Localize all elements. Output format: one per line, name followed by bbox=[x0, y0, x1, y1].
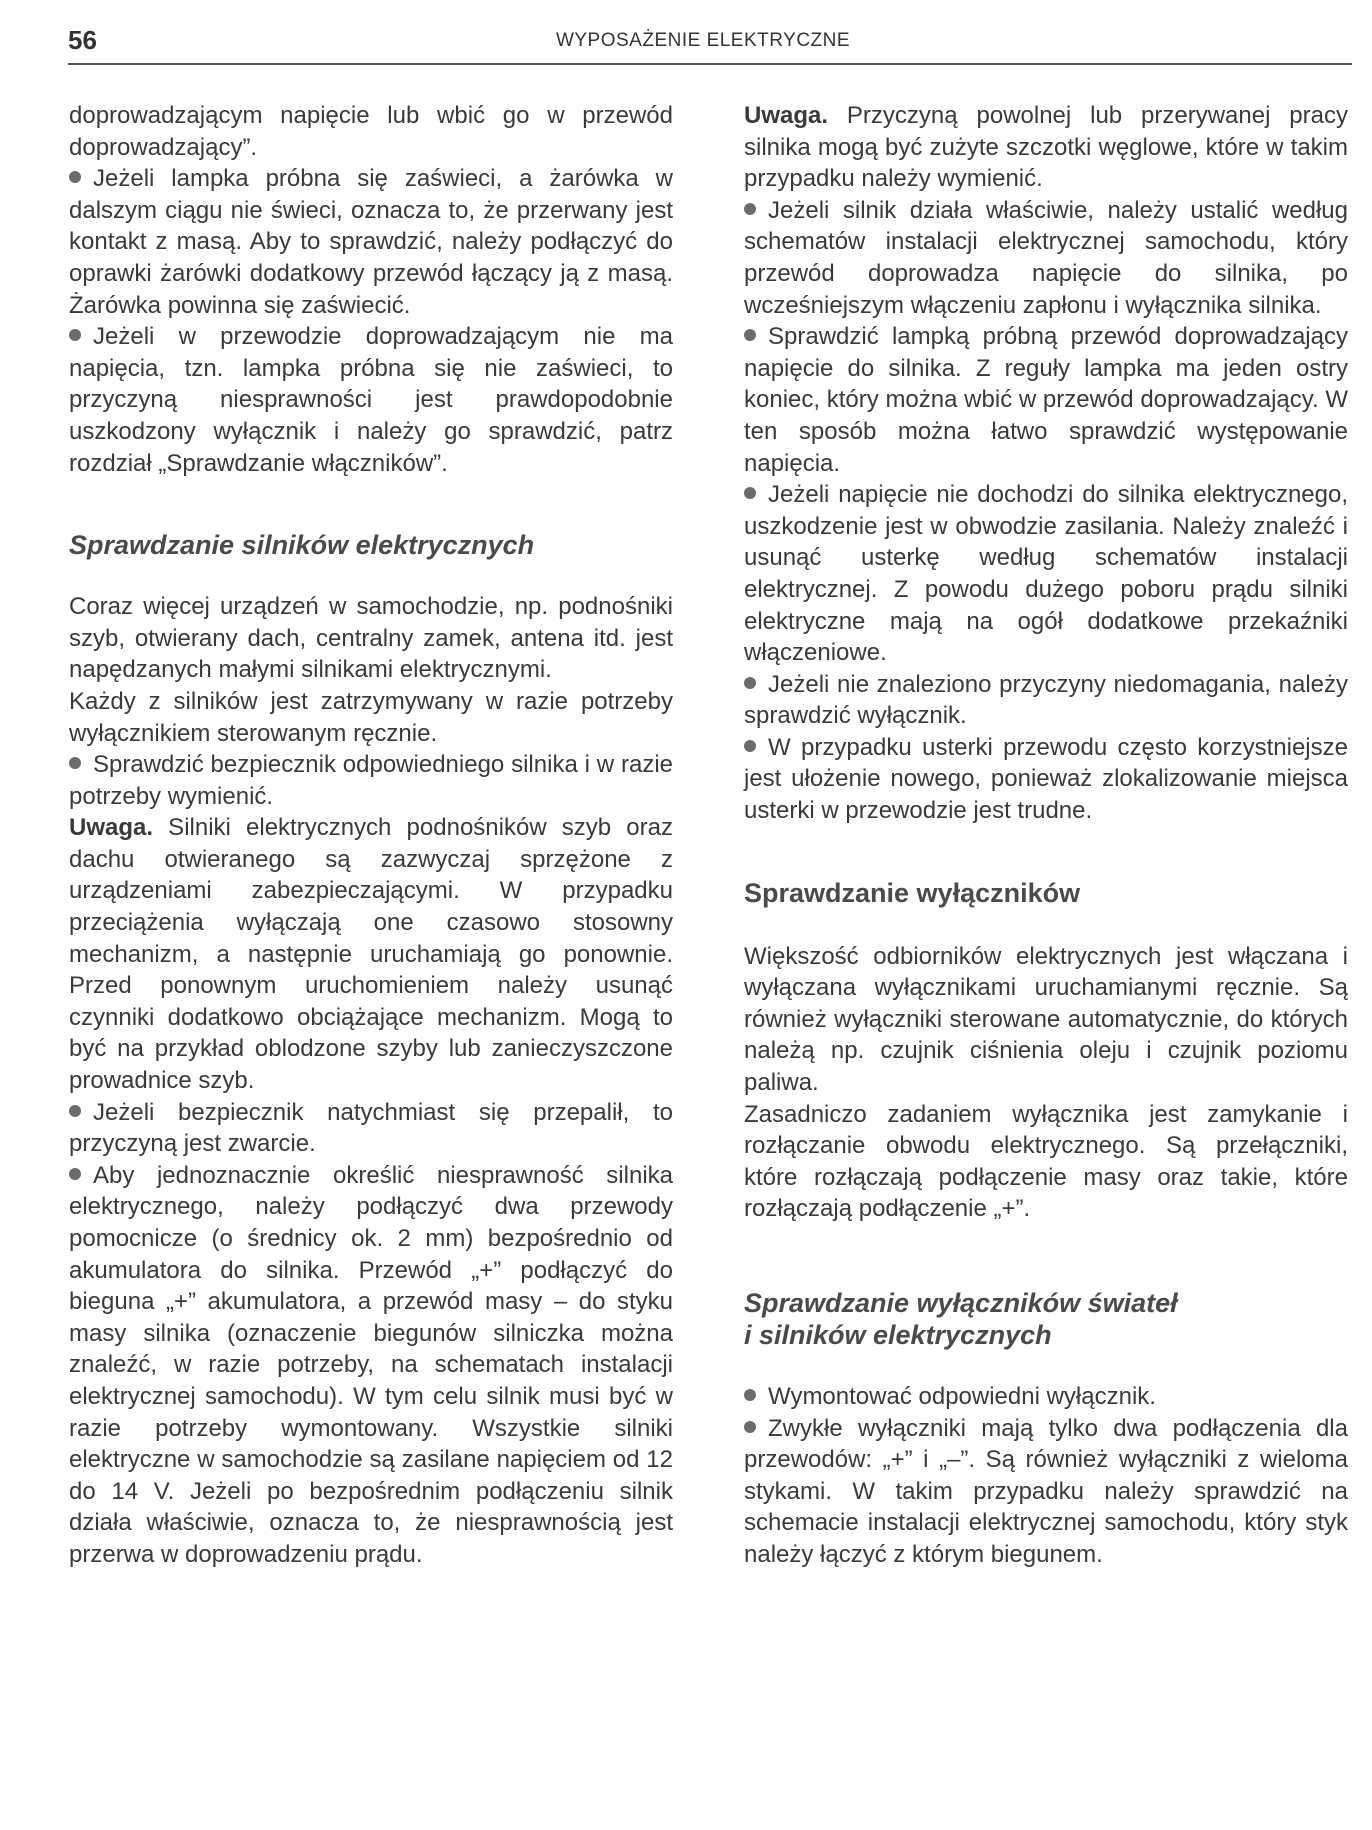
bullet-item: Zwykłe wyłączniki mają tylko dwa podłączenia dla przewodów: „+” i „–”. Są również wyłączniki z wieloma stykami. W takim przypadku należy sprawdzić na schemacie instalacji elektrycznej samochodu, który styk należy łączyć z którym biegunem. bbox=[744, 1414, 1348, 1568]
bullet-item: Jeżeli lampka próbna się zaświeci, a żarówka w dalszym ciągu nie świeci, oznacza to, że przerwany jest kontakt z masą. Aby to sprawdzić, należy podłączyć do oprawki żarówki dodatkowy przewód łączący ją z masą. Żarówka powinna się zaświecić. bbox=[69, 165, 673, 319]
bullet-icon bbox=[744, 677, 756, 689]
page-number: 56 bbox=[68, 25, 97, 55]
bullet-icon bbox=[744, 487, 756, 499]
paragraph: Coraz więcej urządzeń w samochodzie, np. podnośniki szyb, otwierany dach, centralny zamek, antena itd. jest napędzanych małymi silnikami elektrycznymi. bbox=[69, 593, 673, 684]
note-paragraph: Uwaga. Przyczyną powolnej lub przerywanej pracy silnika mogą być zużyte szczotki węglowe, które w takim przypadku należy wymienić. bbox=[744, 102, 1348, 193]
bullet-icon bbox=[69, 171, 81, 183]
bullet-item: Aby jednoznacznie określić niesprawność silnika elektrycznego, należy podłączyć dwa przewody pomocnicze (o średnicy ok. 2 mm) bezpośrednio od akumulatora do silnika. Przewód „+” podłączyć do bieguna „+” akumulatora, a przewód masy – do styku masy silnika (oznaczenie biegunów silniczka można znaleźć, w razie potrzeby, na schematach instalacji elektrycznej samochodu). W tym celu silnik musi być w razie potrzeby wymontowany. Wszystkie silniki elektryczne w samochodzie są zasilane napięciem od 12 do 14 V. Jeżeli po bezpośrednim podłączeniu silnik działa właściwie, oznacza to, że niesprawnością jest przerwa w doprowadzeniu prądu. bbox=[69, 1161, 673, 1568]
note-label: Uwaga. bbox=[744, 102, 829, 129]
section-heading: Sprawdzanie silników elektrycznych bbox=[69, 530, 535, 561]
bullet-item: Jeżeli nie znaleziono przyczyny niedomagania, należy sprawdzić wyłącznik. bbox=[744, 670, 1348, 730]
bullet-icon bbox=[744, 203, 756, 215]
bullet-icon bbox=[744, 740, 756, 752]
bullet-item: Jeżeli silnik działa właściwie, należy ustalić według schematów instalacji elektrycznej samochodu, który przewód doprowadza napięcie do silnika, po wcześniejszym włączeniu zapłonu i wyłącznika silnika. bbox=[744, 196, 1348, 319]
bullet-item: Jeżeli w przewodzie doprowadzającym nie ma napięcia, tzn. lampka próbna się nie zaświeci, to przyczyną niesprawności jest prawdopodobnie uszkodzony wyłącznik i należy go sprawdzić, patrz rozdział „Sprawdzanie włączników”. bbox=[69, 323, 673, 477]
paragraph: Większość odbiorników elektrycznych jest włączana i wyłączana wyłącznikami uruchamianymi ręcznie. Są również wyłączniki sterowane automatycznie, do których należą np. czujnik ciśnienia oleju i czujnik poziomu paliwa. bbox=[744, 942, 1348, 1097]
bullet-item: Wymontować odpowiedni wyłącznik. bbox=[744, 1381, 1348, 1413]
bullet-item: Sprawdzić bezpiecznik odpowiedniego silnika i w razie potrzeby wymienić. bbox=[69, 751, 673, 810]
section-heading: Sprawdzanie wyłączników świateł i silników elektrycznych bbox=[744, 1288, 1178, 1350]
note-label: Uwaga. bbox=[69, 814, 154, 842]
paragraph: doprowadzającym napięcie lub wbić go w przewód doprowadzający”. bbox=[69, 102, 673, 161]
bullet-icon bbox=[69, 329, 81, 341]
bullet-item: Jeżeli napięcie nie dochodzi do silnika elektrycznego, uszkodzenie jest w obwodzie zasilania. Należy znaleźć i usunąć usterkę według schematów instalacji elektrycznej. Z powodu dużego poboru prądu silniki elektryczne mają na ogół dodatkowe przekaźniki włączeniowe. bbox=[744, 481, 1348, 667]
running-title: WYPOSAŻENIE ELEKTRYCZNE bbox=[555, 30, 851, 51]
bullet-icon bbox=[744, 1421, 756, 1433]
note-paragraph: Uwaga. Silniki elektrycznych podnośników szyb oraz dachu otwieranego są zazwyczaj sprzężone z urządzeniami zabezpieczającymi. W przypadku przeciążenia wyłączają one czasowo stosowny mechanizm, a następnie uruchamiają go ponownie. Przed ponownym uruchomieniem należy usunąć czynniki dodatkowo obciążające mechanizm. Mogą to być na przykład oblodzone szyby lub zanieczyszczone prowadnice szyb. bbox=[69, 814, 673, 1095]
bullet-icon bbox=[744, 329, 756, 341]
bullet-icon bbox=[69, 757, 81, 769]
bullet-icon bbox=[69, 1105, 81, 1117]
bullet-icon bbox=[69, 1168, 81, 1180]
paragraph: Zasadniczo zadaniem wyłącznika jest zamykanie i rozłączanie obwodu elektrycznego. Są przełączniki, które rozłączają podłączenie masy oraz takie, które rozłączają podłączenie „+”. bbox=[744, 1100, 1348, 1223]
paragraph: Każdy z silników jest zatrzymywany w razie potrzeby wyłącznikiem sterowanym ręcznie. bbox=[69, 687, 673, 747]
section-heading: Sprawdzanie wyłączników bbox=[744, 877, 1081, 908]
right-column bbox=[744, 100, 1348, 1571]
bullet-icon bbox=[744, 1389, 756, 1401]
bullet-item: W przypadku usterki przewodu często korzystniejsze jest ułożenie nowego, ponieważ zlokalizowanie miejsca usterki w przewodzie jest trudne. bbox=[744, 733, 1348, 825]
bullet-item: Jeżeli bezpiecznik natychmiast się przepalił, to przyczyną jest zwarcie. bbox=[69, 1098, 673, 1158]
page-header bbox=[68, 22, 1338, 66]
header-rule bbox=[68, 63, 1352, 65]
bullet-item: Sprawdzić lampką próbną przewód doprowadzający napięcie do silnika. Z reguły lampka ma jeden ostry koniec, który można wbić w przewód doprowadzający. W ten sposób można łatwo sprawdzić występowanie napięcia. bbox=[744, 323, 1348, 477]
left-column bbox=[69, 100, 673, 1571]
